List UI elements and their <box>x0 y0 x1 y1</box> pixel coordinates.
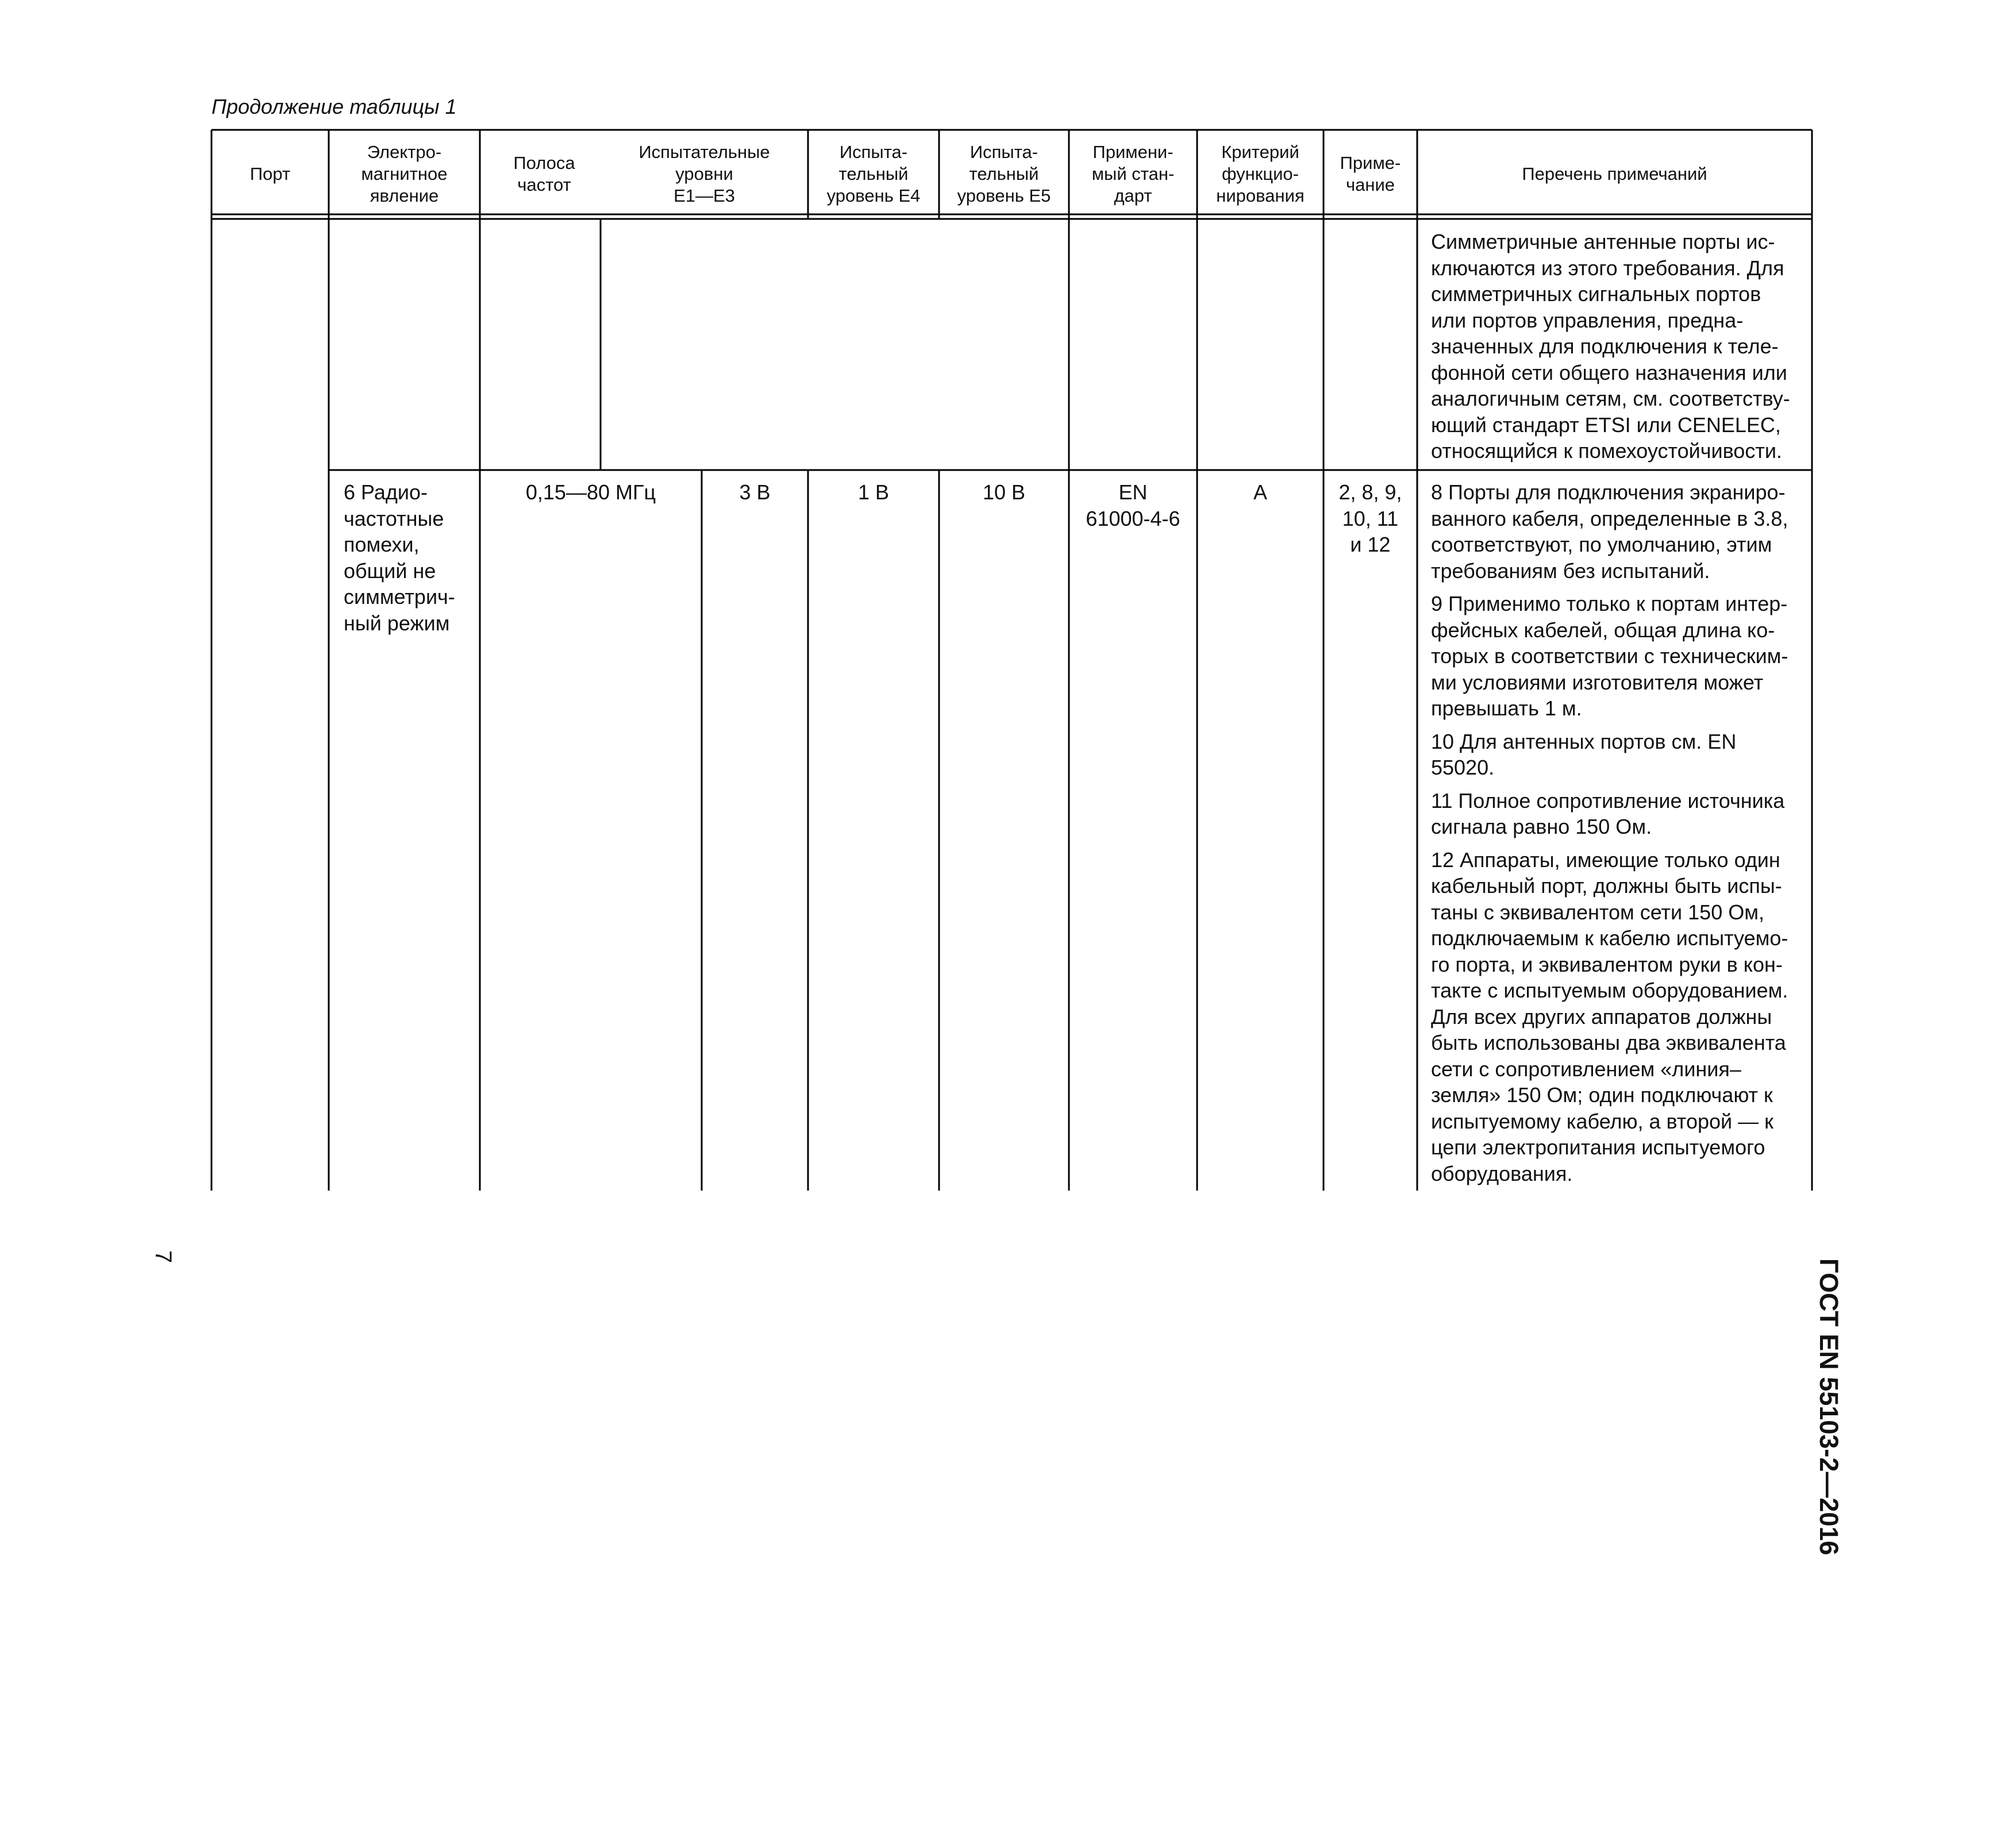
note-8: 8 Порты для подключения экраниро- ванного кабеля, определенные в 3.8, соответствуют, по умолчанию, этим требованиям без испытаний. <box>1431 480 1788 583</box>
header-port: Порт <box>249 164 291 184</box>
row2-criterion: A <box>1253 480 1267 504</box>
row2-level-e4: 1 В <box>857 480 890 504</box>
row2-band: 0,15—80 МГц <box>525 480 656 504</box>
row2-level-e5: 10 В <box>982 480 1026 504</box>
note-9: 9 Применимо только к портам интер- фейсных кабелей, общая длина ко- торых в соответствии с техническим- ми условиями изготовителя может превышать 1 м. <box>1431 592 1788 720</box>
row2-phenomenon: 6 Радио- частотные помехи, общий не симметрич- ный режим <box>344 480 455 635</box>
row2-notes <box>1431 479 1799 1193</box>
header-levels-e1-e3: Испытательные уровни E1—E3 <box>638 142 770 206</box>
note-11: 11 Полное сопротивление источника сигнала равно 150 Ом. <box>1431 788 1785 838</box>
note-12: 12 Аппараты, имеющие только один кабельный порт, должны быть испы- таны с эквивалентом сети 150 Ом, подключаемым к кабелю испытуемо- го порта, и эквивалентом руки в кон- такте с испытуемым оборудованием. Для всех других аппаратов должны быть использованы два эквивалента сети с сопротивлением «линия– земля» 150 Ом; один подключают к испытуемому кабелю, а второй — к цепи электропитания испытуемого оборудования. <box>1431 848 1788 1185</box>
header-level-e4: Испыта- тельный уровень E4 <box>826 142 921 206</box>
header-band: Полоса частот <box>513 153 575 195</box>
table-caption: Продолжение таблицы 1 <box>211 95 457 118</box>
header-phenomenon: Электро- магнитное явление <box>361 142 448 206</box>
header-level-e5: Испыта- тельный уровень E5 <box>957 142 1051 206</box>
document-id: ГОСТ EN 55103-2—2016 <box>1814 1258 1844 1555</box>
row2-note: 2, 8, 9, 10, 11 и 12 <box>1338 480 1402 556</box>
note-10: 10 Для антенных портов см. EN 55020. <box>1431 729 1737 779</box>
header-standard: Примени- мый стан- дарт <box>1091 142 1175 206</box>
header-note: Приме- чание <box>1340 153 1401 195</box>
row1-notes-text: Симметричные антенные порты ис- ключаются из этого требования. Для симметричных сигнальных портов или портов управления, предна- значенных для подключения к теле- фонной сети общего назначения или аналогичным сетям, см. соответству- ющий стандарт ETSI или CENELEC, относящийся к помехоустойчивости. <box>1431 230 1790 463</box>
row2-standard: EN 61000-4-6 <box>1086 480 1180 530</box>
page-number: 7 <box>151 1250 176 1264</box>
row2-level-e1-e3: 3 В <box>739 480 771 504</box>
header-criterion: Критерий функцио- нирования <box>1216 142 1305 206</box>
header-notes-list: Перечень примечаний <box>1522 164 1707 184</box>
